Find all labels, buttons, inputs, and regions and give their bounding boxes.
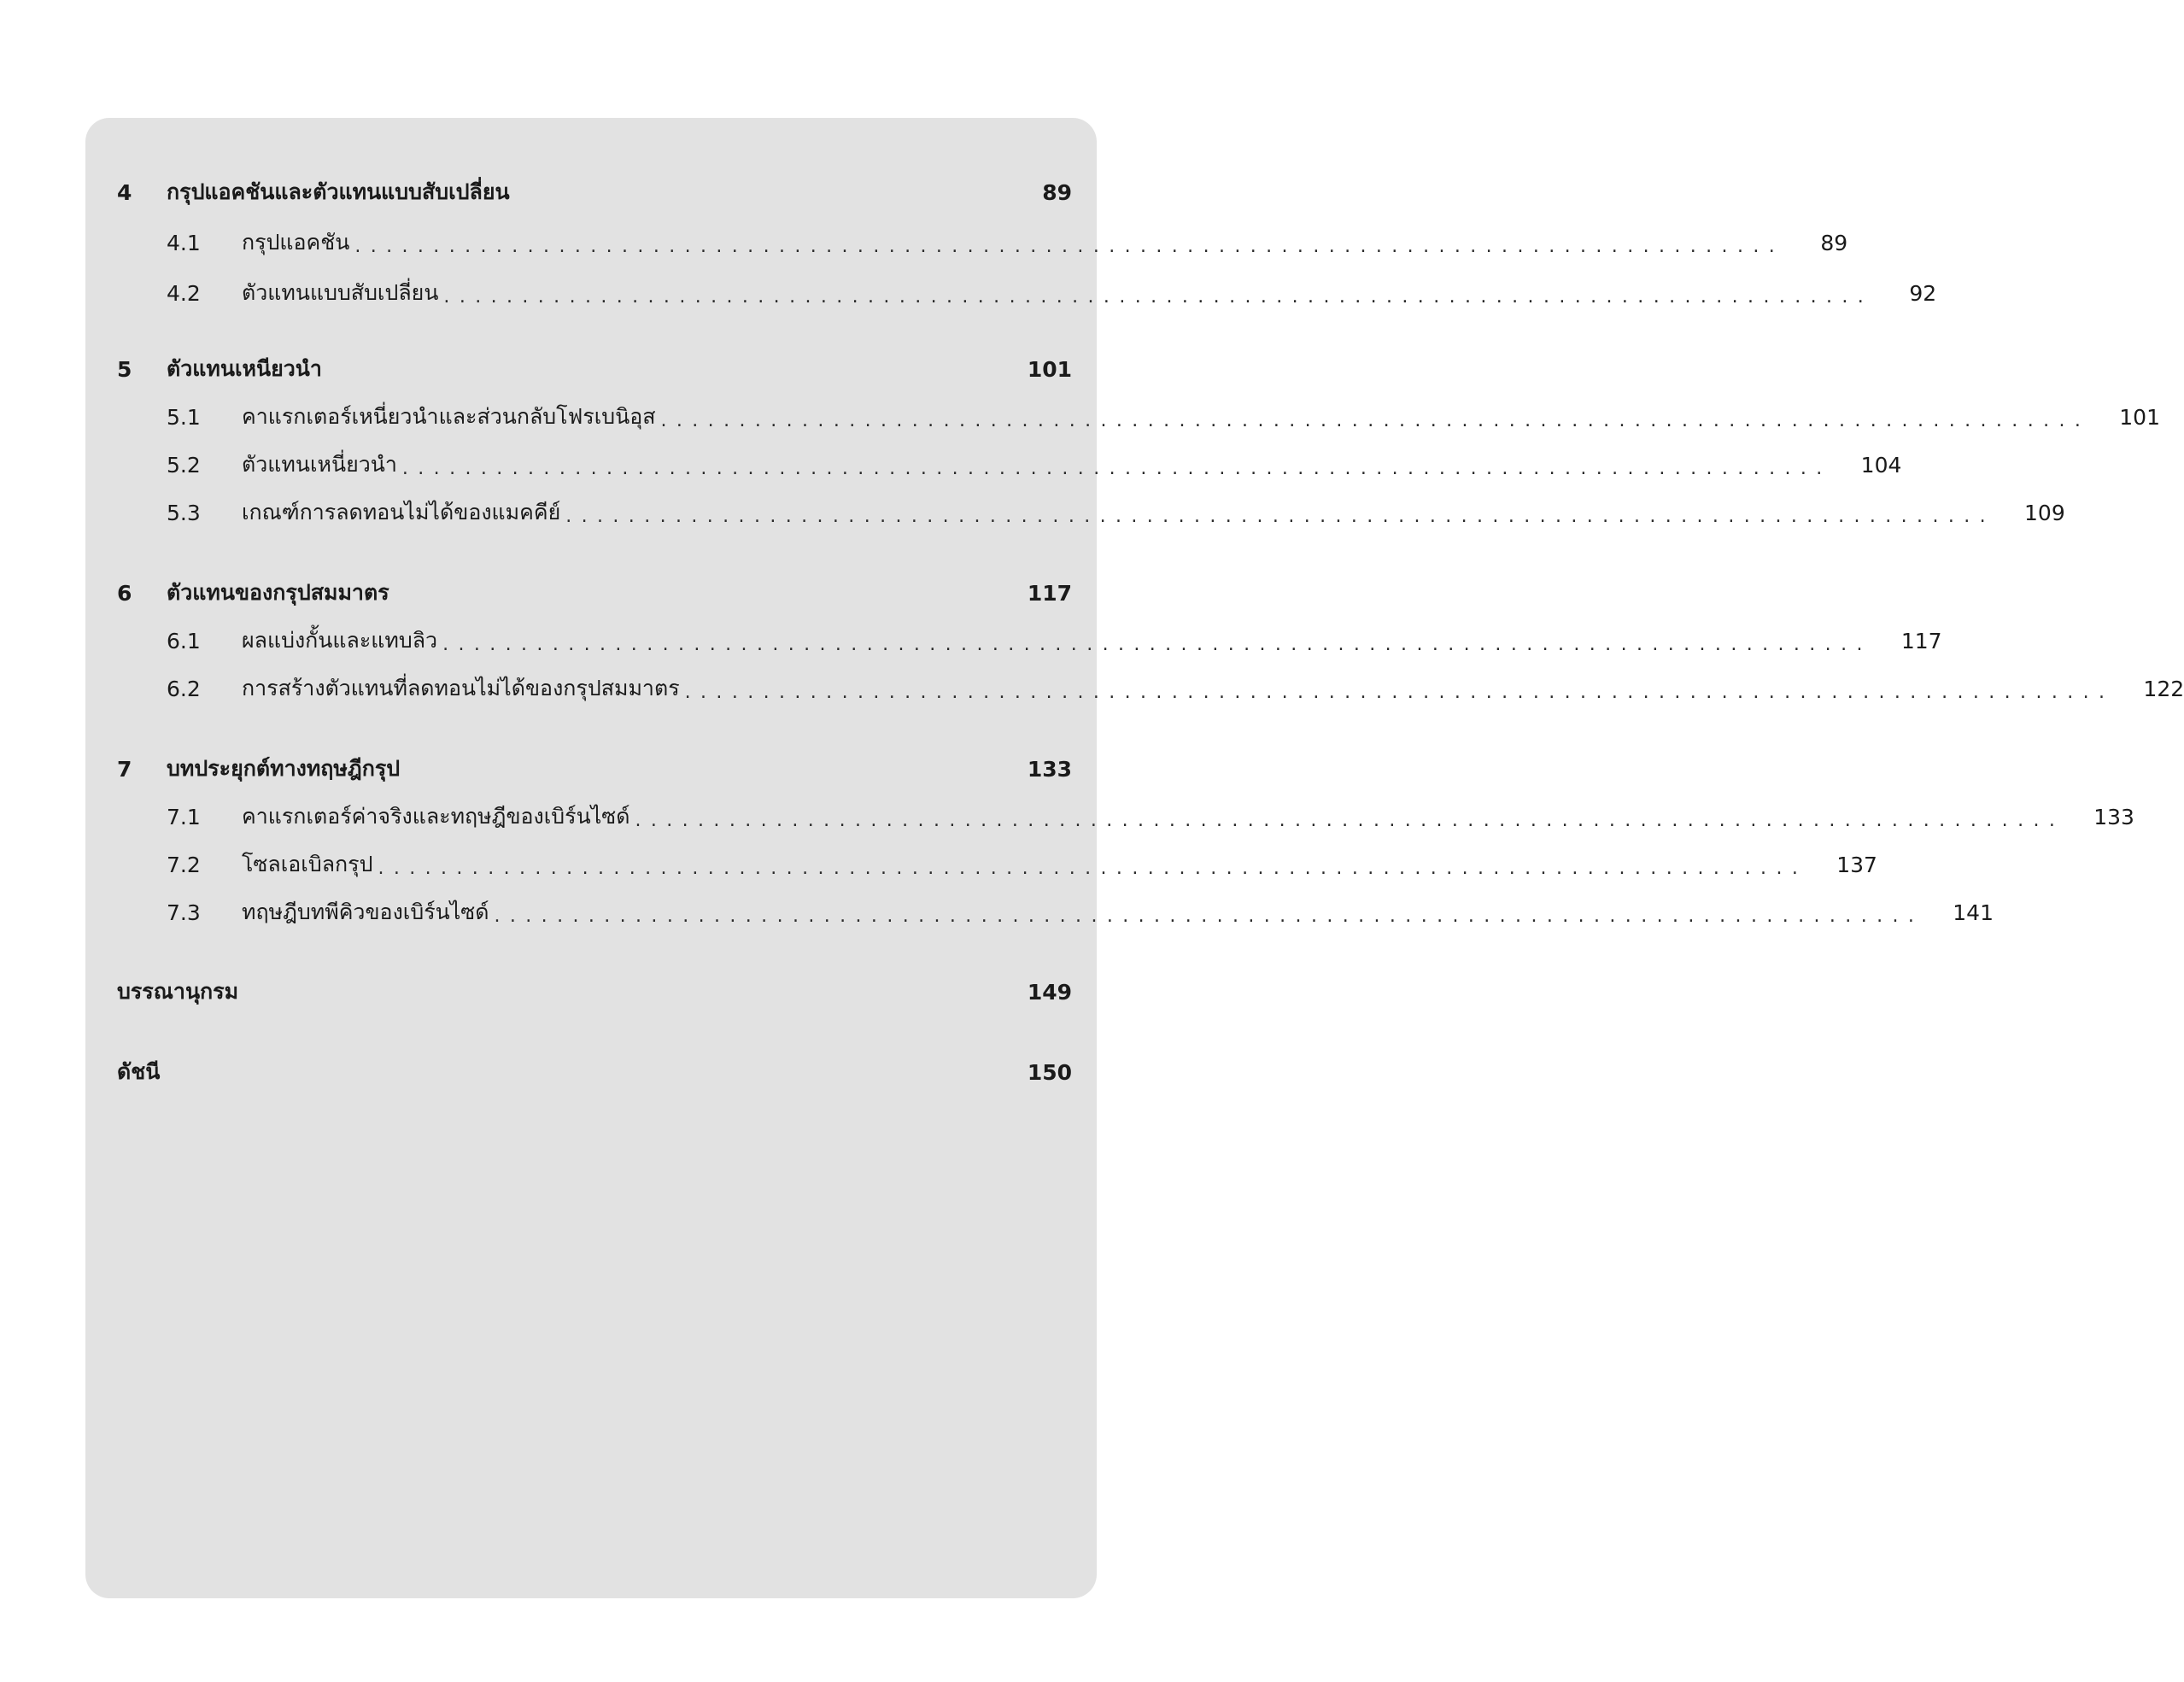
- section-title: ตัวแทนแบบสับเปลี่ยน: [242, 280, 439, 305]
- section-number: 5.2: [167, 452, 201, 478]
- section-title: การสร้างตัวแทนที่ลดทอนไม่ได้ของกรุปสมมาตร: [242, 676, 680, 700]
- dot-leader: ...........................................................................................: [494, 905, 1924, 927]
- toc-section-7-1[interactable]: [117, 800, 2134, 834]
- dot-leader: ...........................................................................................: [401, 457, 1832, 479]
- toc-bibliography[interactable]: [117, 975, 1072, 1009]
- chapter-title: ตัวแทนของกรุปสมมาตร: [167, 580, 389, 605]
- toc-index[interactable]: [117, 1055, 1072, 1089]
- section-page: 133: [2093, 804, 2134, 829]
- dot-leader: ...........................................................................................: [565, 505, 1996, 527]
- chapter-page: 101: [1027, 356, 1072, 382]
- chapter-title: กรุปแอคชันและตัวแทนแบบสับเปลี่ยน: [167, 179, 510, 204]
- section-number: 4.2: [167, 280, 201, 306]
- section-number: 6.1: [167, 628, 201, 653]
- section-number: 7.1: [167, 804, 201, 829]
- backmatter-page: 150: [1027, 1059, 1072, 1085]
- toc-section-7-3[interactable]: [117, 895, 1994, 929]
- section-title: ตัวแทนเหนี่ยวนำ: [242, 452, 397, 477]
- toc-chapter-4[interactable]: [117, 175, 1072, 209]
- chapter-page: 89: [1042, 179, 1072, 205]
- dot-leader: ...........................................................................................: [354, 235, 1785, 257]
- section-title: ผลแบ่งกั้นและแทบลิว: [242, 628, 438, 653]
- section-number: 7.3: [167, 900, 201, 925]
- section-number: 5.1: [167, 404, 201, 430]
- section-page: 122: [2143, 676, 2184, 701]
- toc-chapter-6[interactable]: [117, 576, 1072, 610]
- toc-section-4-1[interactable]: [117, 226, 1848, 260]
- section-title: ทฤษฎีบทพีคิวของเบิร์นไซด์: [242, 900, 489, 924]
- section-title: กรุปแอคชัน: [242, 230, 350, 255]
- chapter-number: 5: [117, 356, 132, 382]
- section-page: 104: [1860, 452, 1902, 478]
- section-number: 4.1: [167, 230, 201, 255]
- section-page: 141: [1953, 900, 1994, 925]
- toc-section-5-1[interactable]: [117, 400, 2160, 434]
- backmatter-title: ดัชนี: [117, 1059, 161, 1084]
- backmatter-title: บรรณานุกรม: [117, 979, 239, 1004]
- toc-section-6-2[interactable]: [117, 671, 2184, 706]
- section-page: 92: [1909, 280, 1937, 306]
- dot-leader: ...........................................................................................: [443, 285, 1874, 308]
- chapter-title: ตัวแทนเหนียวนำ: [167, 356, 322, 381]
- dot-leader: ...........................................................................................: [442, 633, 1872, 655]
- section-title: เกณฑ์การลดทอนไม่ได้ของแมคคีย์: [242, 500, 561, 525]
- chapter-number: 4: [117, 179, 132, 205]
- section-number: 7.2: [167, 852, 201, 877]
- section-page: 109: [2024, 500, 2065, 525]
- toc-section-7-2[interactable]: [117, 847, 1877, 882]
- section-title: คาแรกเตอร์เหนี่ยวนำและส่วนกลับโฟรเบนิอุส: [242, 404, 656, 429]
- section-number: 6.2: [167, 676, 201, 701]
- section-page: 89: [1820, 230, 1848, 255]
- chapter-number: 6: [117, 580, 132, 606]
- chapter-page: 117: [1027, 580, 1072, 606]
- section-title: คาแรกเตอร์ค่าจริงและทฤษฎีของเบิร์นไซด์: [242, 804, 630, 829]
- dot-leader: ...........................................................................................: [684, 681, 2115, 703]
- dot-leader: ...........................................................................................: [660, 409, 2091, 431]
- toc-section-6-1[interactable]: [117, 624, 1942, 658]
- toc-section-5-3[interactable]: [117, 495, 2065, 530]
- chapter-title: บทประยุกต์ทางทฤษฎีกรุป: [167, 756, 401, 781]
- backmatter-page: 149: [1027, 979, 1072, 1005]
- dot-leader: ...........................................................................................: [635, 809, 2065, 831]
- toc-chapter-7[interactable]: [117, 752, 1072, 786]
- chapter-number: 7: [117, 756, 132, 782]
- toc-section-5-2[interactable]: [117, 448, 1902, 482]
- dot-leader: ...........................................................................................: [378, 857, 1808, 879]
- section-page: 117: [1900, 628, 1942, 653]
- section-number: 5.3: [167, 500, 201, 525]
- section-page: 101: [2119, 404, 2160, 430]
- section-title: โซลเอเบิลกรุป: [242, 852, 373, 876]
- chapter-page: 133: [1027, 756, 1072, 782]
- section-page: 137: [1836, 852, 1877, 877]
- toc-chapter-5[interactable]: [117, 352, 1072, 386]
- toc-section-4-2[interactable]: [117, 276, 1937, 310]
